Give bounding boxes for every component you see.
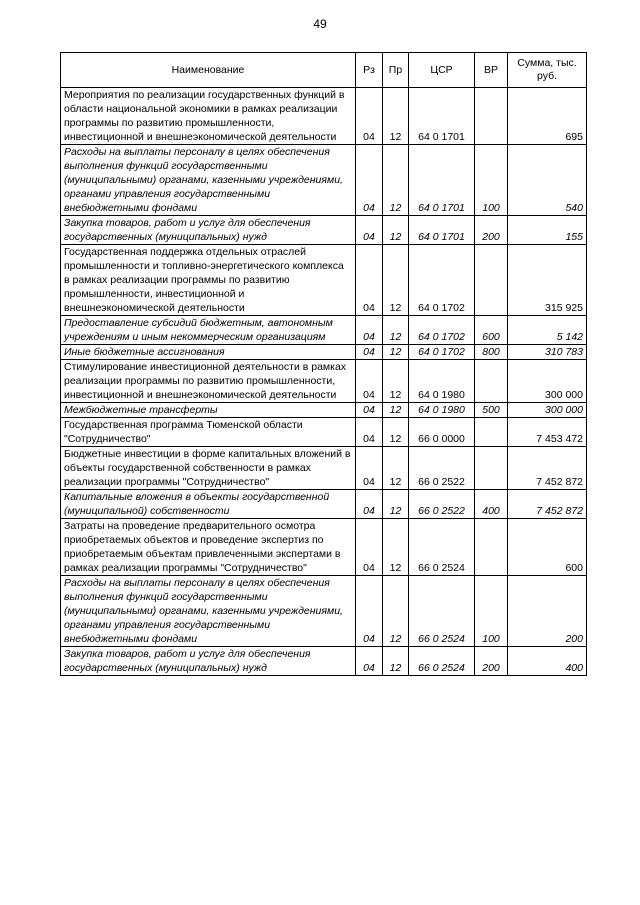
cell-sum: 400	[508, 647, 587, 676]
table-row	[61, 145, 587, 216]
cell-rz: 04	[356, 519, 383, 576]
cell-vr	[475, 447, 508, 490]
cell-csr: 66 0 2524	[409, 647, 475, 676]
cell-vr: 100	[475, 576, 508, 647]
table-row	[61, 216, 587, 245]
header-pr: Пр	[383, 53, 409, 88]
cell-sum: 300 000	[508, 360, 587, 403]
cell-vr	[475, 360, 508, 403]
cell-vr	[475, 88, 508, 145]
cell-name: Расходы на выплаты персоналу в целях обеспечения выполнения функций государственными (муниципальными) органами, казенными учреждениями, органами управления государственными внебюджетными фондами	[61, 145, 356, 216]
cell-name: Затраты на проведение предварительного осмотра приобретаемых объектов и проведение экспертиз по приобретаемым объектам привлеченными экспертами в рамках реализации программы "Сотрудничество"	[61, 519, 356, 576]
cell-csr: 64 0 1701	[409, 88, 475, 145]
cell-pr: 12	[383, 316, 409, 345]
cell-name: Предоставление субсидий бюджетным, автономным учреждениям и иным некоммерческим организациям	[61, 316, 356, 345]
cell-csr: 64 0 1702	[409, 316, 475, 345]
table-row	[61, 447, 587, 490]
cell-name: Бюджетные инвестиции в форме капитальных вложений в объекты государственной собственности в рамках реализации программы "Сотрудничество"	[61, 447, 356, 490]
cell-csr: 66 0 2522	[409, 490, 475, 519]
cell-rz: 04	[356, 145, 383, 216]
cell-pr: 12	[383, 447, 409, 490]
cell-sum: 5 142	[508, 316, 587, 345]
cell-pr: 12	[383, 216, 409, 245]
table-row	[61, 360, 587, 403]
table-row	[61, 490, 587, 519]
cell-vr: 800	[475, 345, 508, 360]
cell-vr: 200	[475, 647, 508, 676]
page-number: 49	[313, 17, 327, 31]
cell-csr: 64 0 1980	[409, 360, 475, 403]
cell-pr: 12	[383, 145, 409, 216]
cell-pr: 12	[383, 345, 409, 360]
cell-pr: 12	[383, 360, 409, 403]
cell-vr: 600	[475, 316, 508, 345]
cell-rz: 04	[356, 418, 383, 447]
cell-sum: 310 783	[508, 345, 587, 360]
cell-csr: 64 0 1980	[409, 403, 475, 418]
cell-name: Мероприятия по реализации государственных функций в области национальной экономики в рамках реализации программы по развитию промышленности, инвестиционной и внешнеэкономической деятельности	[61, 88, 356, 145]
header-sum: Сумма, тыс. руб.	[508, 53, 587, 88]
cell-vr	[475, 418, 508, 447]
cell-csr: 64 0 1701	[409, 145, 475, 216]
cell-name: Закупка товаров, работ и услуг для обеспечения государственных (муниципальных) нужд	[61, 216, 356, 245]
budget-table	[60, 52, 587, 676]
cell-name: Государственная поддержка отдельных отраслей промышленности и топливно-энергетического комплекса в рамках реализации программы по развитию промышленности, инвестиционной и внешнеэкономической деятельности	[61, 245, 356, 316]
cell-name: Расходы на выплаты персоналу в целях обеспечения выполнения функций государственными (муниципальными) органами, казенными учреждениями, органами управления государственными внебюджетными фондами	[61, 576, 356, 647]
cell-csr: 66 0 2524	[409, 576, 475, 647]
header-csr: ЦСР	[409, 53, 475, 88]
cell-sum: 695	[508, 88, 587, 145]
table-row	[61, 245, 587, 316]
cell-vr: 400	[475, 490, 508, 519]
cell-sum: 200	[508, 576, 587, 647]
table-header-row	[61, 53, 587, 88]
cell-sum: 7 453 472	[508, 418, 587, 447]
cell-name: Межбюджетные трансферты	[61, 403, 356, 418]
cell-pr: 12	[383, 245, 409, 316]
table-row	[61, 519, 587, 576]
cell-name: Капитальные вложения в объекты государственной (муниципальной) собственности	[61, 490, 356, 519]
cell-pr: 12	[383, 490, 409, 519]
cell-csr: 66 0 0000	[409, 418, 475, 447]
cell-rz: 04	[356, 88, 383, 145]
cell-rz: 04	[356, 245, 383, 316]
table-row	[61, 576, 587, 647]
cell-csr: 64 0 1701	[409, 216, 475, 245]
cell-sum: 155	[508, 216, 587, 245]
cell-rz: 04	[356, 216, 383, 245]
cell-csr: 66 0 2524	[409, 519, 475, 576]
cell-vr: 100	[475, 145, 508, 216]
cell-rz: 04	[356, 316, 383, 345]
cell-pr: 12	[383, 403, 409, 418]
cell-vr	[475, 245, 508, 316]
cell-sum: 540	[508, 145, 587, 216]
table-row	[61, 418, 587, 447]
cell-rz: 04	[356, 490, 383, 519]
cell-pr: 12	[383, 418, 409, 447]
table-row	[61, 88, 587, 145]
header-rz: Рз	[356, 53, 383, 88]
cell-rz: 04	[356, 647, 383, 676]
cell-rz: 04	[356, 447, 383, 490]
cell-name: Закупка товаров, работ и услуг для обеспечения государственных (муниципальных) нужд	[61, 647, 356, 676]
header-vr: ВР	[475, 53, 508, 88]
cell-pr: 12	[383, 519, 409, 576]
cell-rz: 04	[356, 345, 383, 360]
cell-vr	[475, 519, 508, 576]
cell-csr: 64 0 1702	[409, 345, 475, 360]
cell-rz: 04	[356, 576, 383, 647]
cell-rz: 04	[356, 360, 383, 403]
cell-csr: 66 0 2522	[409, 447, 475, 490]
cell-csr: 64 0 1702	[409, 245, 475, 316]
cell-name: Стимулирование инвестиционной деятельности в рамках реализации программы по развитию промышленности, инвестиционной и внешнеэкономической деятельности	[61, 360, 356, 403]
table-row	[61, 316, 587, 345]
cell-pr: 12	[383, 88, 409, 145]
cell-name: Иные бюджетные ассигнования	[61, 345, 356, 360]
cell-sum: 315 925	[508, 245, 587, 316]
cell-vr: 200	[475, 216, 508, 245]
cell-sum: 7 452 872	[508, 490, 587, 519]
cell-sum: 7 452 872	[508, 447, 587, 490]
cell-pr: 12	[383, 576, 409, 647]
table-row	[61, 345, 587, 360]
header-name: Наименование	[61, 53, 356, 88]
cell-sum: 300 000	[508, 403, 587, 418]
cell-pr: 12	[383, 647, 409, 676]
cell-rz: 04	[356, 403, 383, 418]
table-row	[61, 403, 587, 418]
cell-sum: 600	[508, 519, 587, 576]
cell-name: Государственная программа Тюменской области "Сотрудничество"	[61, 418, 356, 447]
table-row	[61, 647, 587, 676]
cell-vr: 500	[475, 403, 508, 418]
